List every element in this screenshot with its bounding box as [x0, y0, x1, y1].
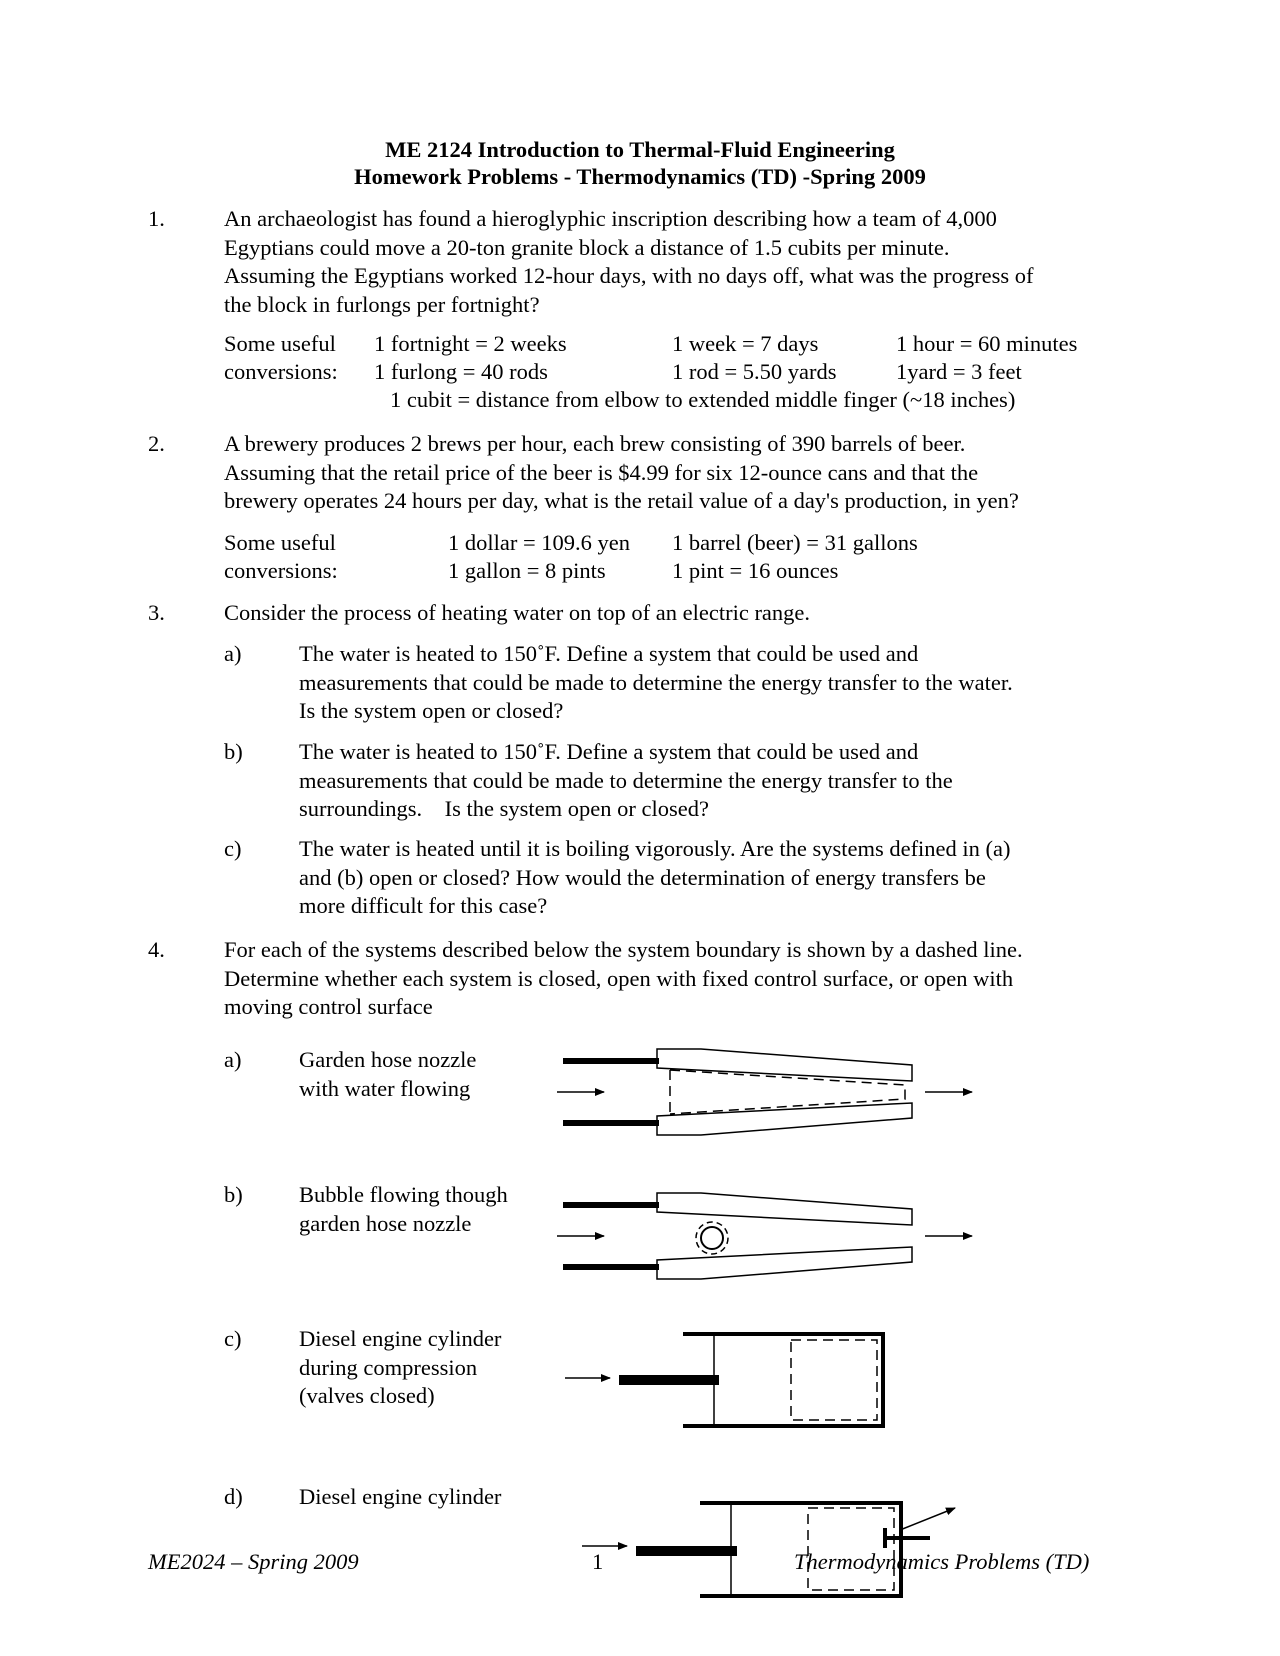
part-label: b) — [224, 739, 243, 764]
problem-number: 4. — [148, 937, 165, 962]
text-line: and (b) open or closed? How would the determination of energy transfers be — [299, 864, 986, 890]
part-label: d) — [224, 1484, 243, 1509]
text-line: brewery operates 24 hours per day, what is the retail value of a day's production, in yen? — [224, 488, 1019, 513]
text-line: Garden hose nozzle — [299, 1047, 477, 1072]
page-number: 1 — [592, 1549, 604, 1574]
text-line: Determine whether each system is closed, open with fixed control surface, or open with — [224, 965, 1014, 991]
conversion-item: 1 barrel (beer) = 31 gallons — [672, 530, 918, 555]
conversion-item: 1 hour = 60 minutes — [896, 331, 1078, 356]
text-line: Assuming the Egyptians worked 12-hour days, with no days off, what was the progress of — [224, 263, 1034, 288]
conversion-item: 1yard = 3 feet — [896, 359, 1022, 384]
part-label: c) — [224, 836, 242, 861]
text-line: more difficult for this case? — [299, 893, 548, 918]
part-label: a) — [224, 641, 242, 666]
text-line: Diesel engine cylinder — [299, 1484, 502, 1509]
part-label: c) — [224, 1326, 242, 1351]
conversion-label: conversions: — [224, 558, 338, 583]
text-line: measurements that could be made to determine the energy transfer to the water. — [299, 669, 1013, 695]
text-line: during compression — [299, 1354, 478, 1380]
nozzle-diagram-b — [557, 1193, 972, 1279]
text-line: The water is heated to 150˚F. Define a system that could be used and — [299, 739, 919, 764]
footer-course: ME2024 – Spring 2009 — [148, 1549, 359, 1574]
conversion-label: conversions: — [224, 359, 338, 384]
text-line: A brewery produces 2 brews per hour, each brew consisting of 390 barrels of beer. — [224, 431, 966, 456]
text-line: with water flowing — [299, 1075, 471, 1101]
problem-number: 1. — [148, 206, 165, 231]
conversion-item: 1 cubit = distance from elbow to extended middle finger (~18 inches) — [390, 387, 1016, 412]
text-line: Bubble flowing though — [299, 1182, 508, 1207]
text-line: moving control surface — [224, 994, 433, 1019]
part-label: b) — [224, 1182, 243, 1207]
cylinder-diagram-c — [565, 1334, 883, 1426]
text-line: For each of the systems described below the system boundary is shown by a dashed line. — [224, 937, 1023, 962]
text-line: Diesel engine cylinder — [299, 1326, 502, 1351]
text-line: (valves closed) — [299, 1383, 435, 1408]
page-subtitle: Homework Problems - Thermodynamics (TD) -Spring 2009 — [354, 164, 926, 189]
part-label: a) — [224, 1047, 242, 1072]
problem-text: Consider the process of heating water on top of an electric range. — [224, 600, 811, 625]
conversion-item: 1 rod = 5.50 yards — [672, 359, 837, 384]
problem-number: 2. — [148, 431, 165, 456]
text-line: surroundings. Is the system open or closed? — [299, 796, 709, 821]
conversion-item: 1 week = 7 days — [672, 331, 819, 356]
text-line: garden hose nozzle — [299, 1210, 472, 1236]
text-line: the block in furlongs per fortnight? — [224, 291, 540, 317]
text-line: An archaeologist has found a hieroglyphic inscription describing how a team of 4,000 — [224, 206, 997, 231]
conversion-item: 1 fortnight = 2 weeks — [374, 331, 567, 356]
conversion-label: Some useful — [224, 331, 336, 356]
text-line: Assuming that the retail price of the beer is $4.99 for six 12-ounce cans and that the — [224, 459, 979, 485]
problem-number: 3. — [148, 600, 165, 625]
text-line: Is the system open or closed? — [299, 698, 564, 723]
conversion-item: 1 pint = 16 ounces — [672, 558, 839, 583]
conversion-item: 1 dollar = 109.6 yen — [448, 530, 631, 555]
text-line: measurements that could be made to determine the energy transfer to the — [299, 767, 953, 793]
conversion-label: Some useful — [224, 530, 336, 555]
text-line: Egyptians could move a 20-ton granite block a distance of 1.5 cubits per minute. — [224, 234, 950, 260]
footer-title: Thermodynamics Problems (TD) — [794, 1549, 1090, 1574]
nozzle-diagram-a — [557, 1049, 972, 1135]
conversion-item: 1 furlong = 40 rods — [374, 359, 548, 384]
text-line: The water is heated to 150˚F. Define a system that could be used and — [299, 641, 919, 666]
text-line: The water is heated until it is boiling vigorously. Are the systems defined in (a) — [299, 836, 1011, 861]
conversion-item: 1 gallon = 8 pints — [448, 558, 606, 583]
page-title: ME 2124 Introduction to Thermal-Fluid Engineering — [385, 137, 895, 162]
